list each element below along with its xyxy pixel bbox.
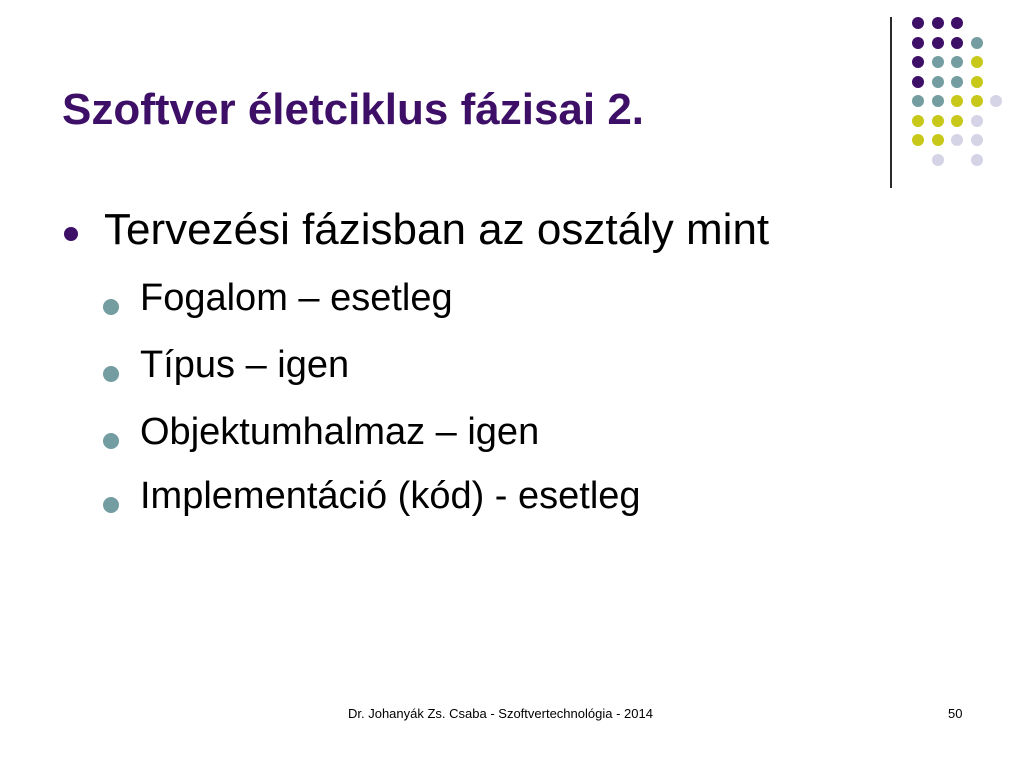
title-divider-line bbox=[890, 17, 892, 188]
decorative-dot bbox=[971, 56, 983, 68]
decorative-dot bbox=[912, 115, 924, 127]
decorative-dot bbox=[951, 17, 963, 29]
sub-bullet-item bbox=[0, 344, 1024, 407]
footer-text: Dr. Johanyák Zs. Csaba - Szoftvertechnológia - 2014 bbox=[348, 706, 653, 721]
decorative-dot bbox=[932, 154, 944, 166]
sub-bullet-text: Típus – igen bbox=[140, 344, 350, 386]
decorative-dot bbox=[951, 56, 963, 68]
decorative-dot bbox=[912, 37, 924, 49]
page-number: 50 bbox=[948, 706, 963, 721]
decorative-dot bbox=[912, 134, 924, 146]
decorative-dot bbox=[971, 95, 983, 107]
slide-title: Szoftver életciklus fázisai 2. bbox=[62, 85, 645, 134]
main-bullet-text: Tervezési fázisban az osztály mint bbox=[104, 205, 770, 254]
sub-bullet-icon bbox=[103, 433, 119, 449]
sub-bullet-icon bbox=[103, 497, 119, 513]
decorative-dot bbox=[932, 95, 944, 107]
decorative-dot bbox=[971, 134, 983, 146]
sub-bullet-icon bbox=[103, 366, 119, 382]
decorative-dot bbox=[932, 56, 944, 68]
sub-bullet-icon bbox=[103, 299, 119, 315]
sub-bullet-text: Fogalom – esetleg bbox=[140, 277, 453, 319]
decorative-dot bbox=[912, 95, 924, 107]
sub-bullet-item bbox=[0, 277, 1024, 340]
main-bullet-icon bbox=[64, 227, 78, 241]
decorative-dot bbox=[951, 115, 963, 127]
decorative-dot bbox=[932, 134, 944, 146]
decorative-dot bbox=[951, 37, 963, 49]
decorative-dot bbox=[932, 17, 944, 29]
decorative-dot bbox=[951, 76, 963, 88]
decorative-dot bbox=[932, 115, 944, 127]
sub-bullet-item bbox=[0, 411, 1024, 474]
decorative-dot bbox=[951, 134, 963, 146]
decorative-dot bbox=[951, 95, 963, 107]
decorative-dot bbox=[971, 154, 983, 166]
sub-bullet-text: Objektumhalmaz – igen bbox=[140, 411, 540, 453]
decorative-dot bbox=[912, 56, 924, 68]
decorative-dot bbox=[971, 76, 983, 88]
decorative-dot bbox=[971, 115, 983, 127]
sub-bullet-item bbox=[0, 475, 1024, 538]
decorative-dot bbox=[990, 95, 1002, 107]
decorative-dot bbox=[912, 76, 924, 88]
decorative-dot bbox=[932, 37, 944, 49]
decorative-dot bbox=[912, 17, 924, 29]
decorative-dot bbox=[932, 76, 944, 88]
decorative-dot bbox=[971, 37, 983, 49]
sub-bullet-text: Implementáció (kód) - esetleg bbox=[140, 475, 641, 517]
